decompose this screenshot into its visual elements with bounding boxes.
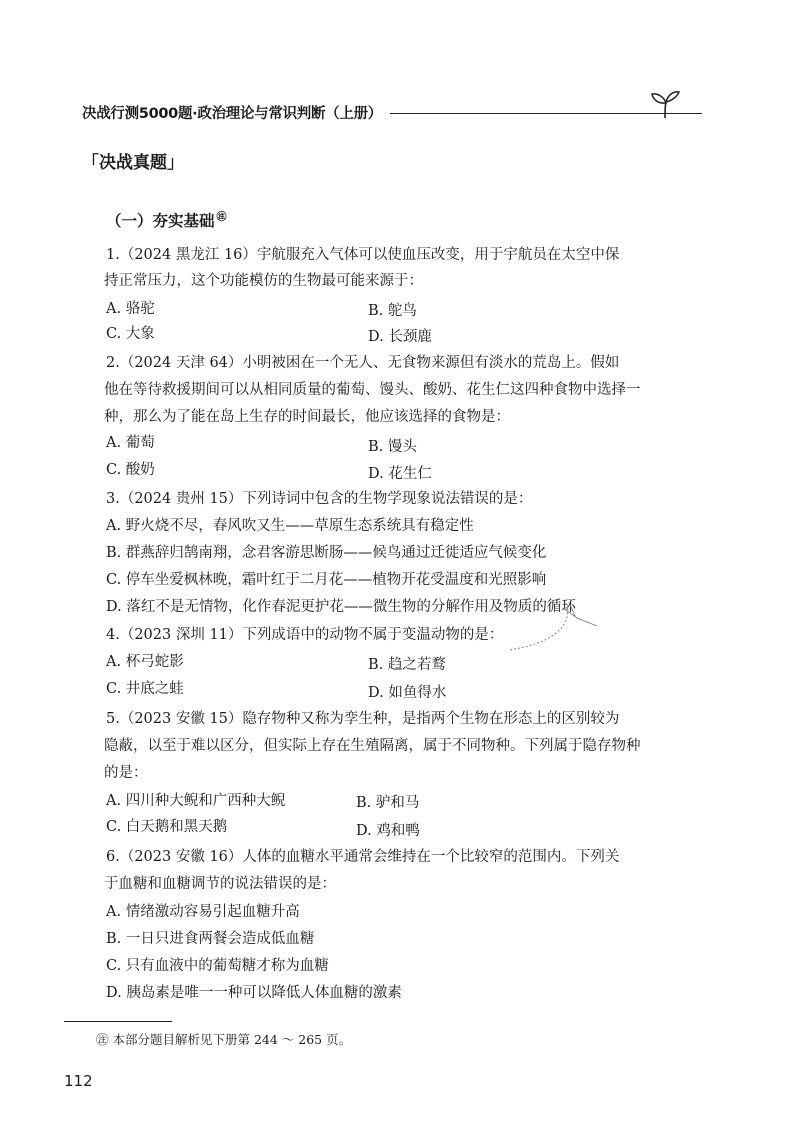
question-2-option-d: D. 花生仁 bbox=[368, 466, 432, 482]
question-3-option-c: C. 停车坐爱枫林晚，霜叶红于二月花——植物开花受温度和光照影响 bbox=[106, 572, 547, 588]
question-1-line-1: 1.（2024 黑龙江 16）宇航服充入气体可以使血压改变，用于宇航员在太空中保 bbox=[106, 247, 620, 263]
question-2-line-2: 他在等待救援期间可以从相同质量的葡萄、馒头、酸奶、花生仁这四种食物中选择一 bbox=[104, 382, 641, 398]
question-5-line-3: 的是： bbox=[104, 765, 148, 781]
question-3-option-b: B. 群燕辞归鹄南翔，念君客游思断肠——候鸟通过迁徙适应气候变化 bbox=[106, 545, 547, 561]
section-title: 「决战真题」 bbox=[82, 153, 184, 173]
question-2-line-3: 种，那么为了能在岛上生存的时间最长，他应该选择的食物是： bbox=[104, 409, 510, 425]
question-5-option-b: B. 驴和马 bbox=[356, 795, 420, 811]
question-2-line-1: 2.（2024 天津 64）小明被困在一个无人、无食物来源但有淡水的荒岛上。假如 bbox=[106, 355, 620, 371]
question-5-option-a: A. 四川种大鲵和广西种大鲵 bbox=[106, 793, 286, 809]
footnote: ㊟ 本部分题目解析见下册第 244 ～ 265 页。 bbox=[96, 1032, 352, 1047]
question-1-option-a: A. 骆驼 bbox=[106, 301, 155, 317]
running-header bbox=[82, 100, 702, 124]
page-number: 112 bbox=[64, 1072, 93, 1090]
question-1-option-b: B. 鸵鸟 bbox=[368, 303, 417, 319]
question-5-option-c: C. 白天鹅和黑天鹅 bbox=[106, 819, 228, 835]
question-1-line-2: 持正常压力，这个功能模仿的生物最可能来源于： bbox=[104, 273, 423, 289]
question-2-option-c: C. 酸奶 bbox=[106, 462, 155, 478]
question-4-option-a: A. 杯弓蛇影 bbox=[106, 654, 184, 670]
question-6-option-c: C. 只有血液中的葡萄糖才称为血糖 bbox=[106, 958, 329, 974]
question-1-option-c: C. 大象 bbox=[106, 326, 155, 342]
sprout-icon bbox=[645, 90, 685, 120]
question-6-line-2: 于血糖和血糖调节的说法错误的是： bbox=[104, 876, 336, 892]
question-4-option-c: C. 井底之蛙 bbox=[106, 681, 184, 697]
question-6-option-b: B. 一日只进食两餐会造成低血糖 bbox=[106, 931, 315, 947]
question-2-option-b: B. 馒头 bbox=[368, 439, 417, 455]
question-3-option-d: D. 落红不是无情物，化作春泥更护花——微生物的分解作用及物质的循环 bbox=[106, 599, 576, 615]
question-3-option-a: A. 野火烧不尽，春风吹又生——草原生态系统具有稳定性 bbox=[106, 518, 474, 534]
footnote-marker: ㊟ bbox=[216, 212, 227, 223]
question-4-line-1: 4.（2023 深圳 11）下列成语中的动物不属于变温动物的是： bbox=[106, 627, 504, 643]
subsection-title bbox=[106, 208, 227, 231]
question-3-line-1: 3.（2024 贵州 15）下列诗词中包含的生物学现象说法错误的是： bbox=[106, 491, 533, 507]
question-5-option-d: D. 鸡和鸭 bbox=[356, 823, 420, 839]
question-5-line-2: 隐蔽，以至于难以区分，但实际上存在生殖隔离，属于不同物种。下列属于隐存物种 bbox=[104, 738, 641, 754]
header-title: 决战行测5000题·政治理论与常识判断（上册） bbox=[82, 105, 382, 122]
question-1-option-d: D. 长颈鹿 bbox=[368, 329, 432, 345]
question-6-option-d: D. 胰岛素是唯一一种可以降低人体血糖的激素 bbox=[106, 985, 402, 1001]
pencil-scribble bbox=[505, 598, 615, 658]
question-4-option-b: B. 趋之若鹜 bbox=[368, 657, 446, 673]
footnote-rule bbox=[64, 1021, 172, 1022]
subsection-label: （一）夯实基础 bbox=[106, 212, 215, 231]
question-2-option-a: A. 葡萄 bbox=[106, 435, 155, 451]
question-4-option-d: D. 如鱼得水 bbox=[368, 685, 447, 701]
question-6-line-1: 6.（2023 安徽 16）人体的血糖水平通常会维持在一个比较窄的范围内。下列关 bbox=[106, 849, 620, 865]
question-6-option-a: A. 情绪激动容易引起血糖升高 bbox=[106, 904, 300, 920]
question-5-line-1: 5.（2023 安徽 15）隐存物种又称为孪生种，是指两个生物在形态上的区别较为 bbox=[106, 711, 620, 727]
